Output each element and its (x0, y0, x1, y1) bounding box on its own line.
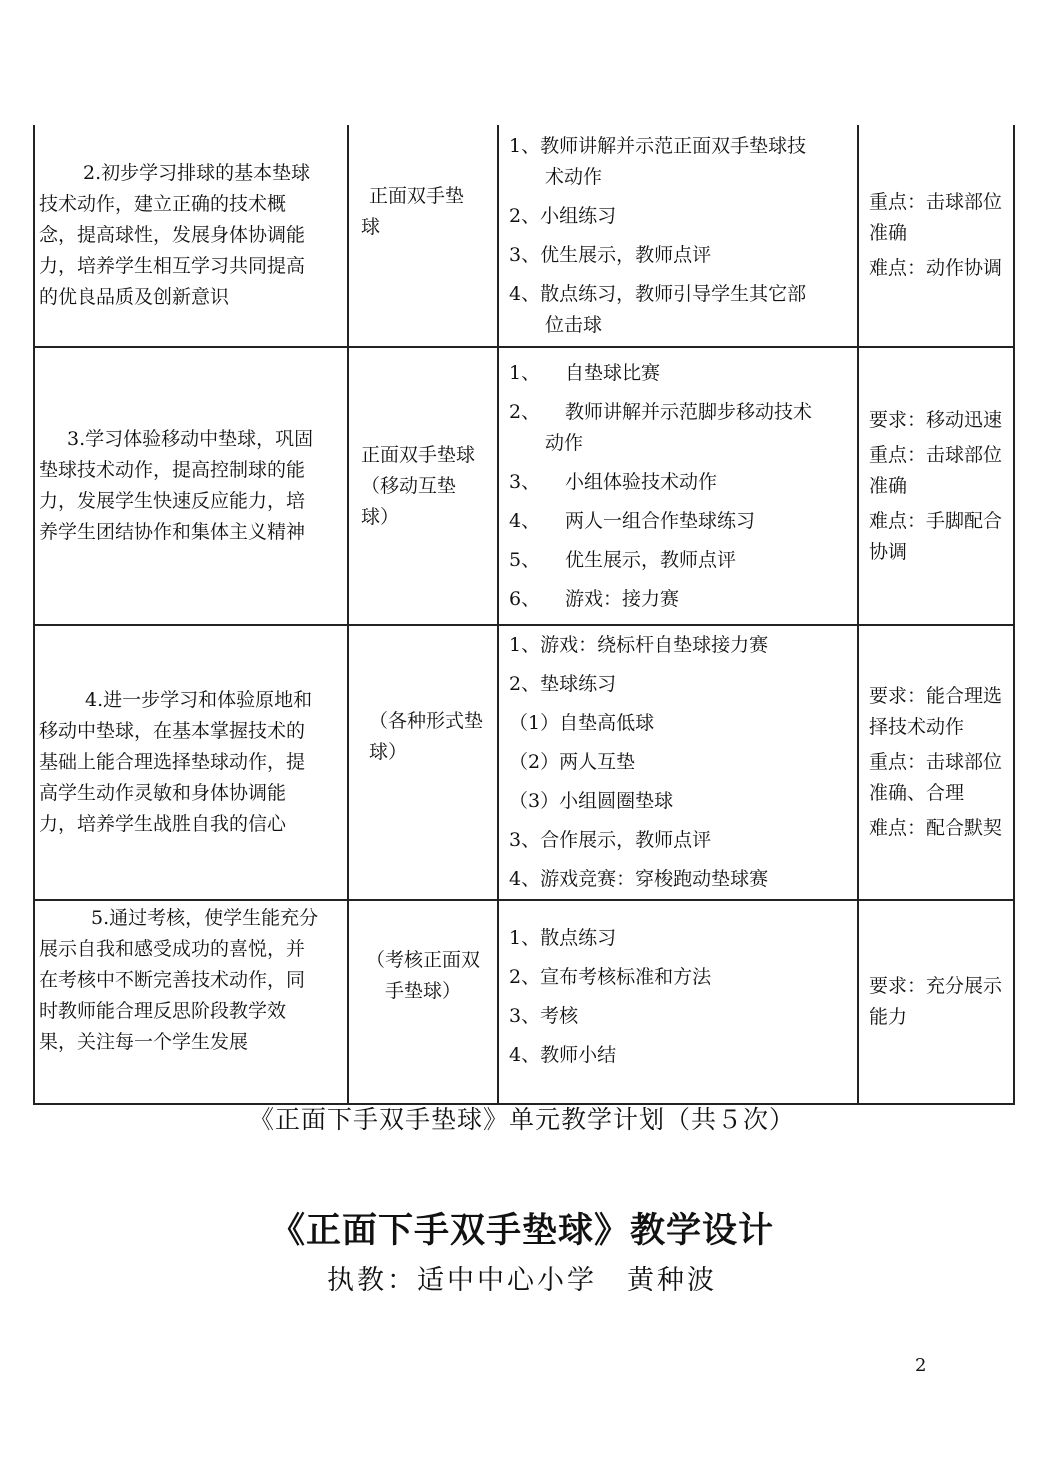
list-item (509, 354, 851, 393)
list-item (509, 275, 851, 345)
table-caption: 《正面下手双手垫球》单元教学计划（共５次） (248, 1105, 795, 1134)
step-text-continued: 位击球 (545, 313, 603, 336)
step-text: 宣布考核标准和方法 (540, 966, 712, 988)
step-text: 游戏：接力赛 (565, 587, 680, 610)
step-number: （2） (509, 751, 560, 773)
goal-text: 移动中垫球，在基本掌握技术的 (39, 720, 306, 742)
table-row (34, 125, 1014, 347)
table-row (34, 625, 1014, 900)
notes-cell (858, 900, 1014, 1104)
step-number: 2、 (509, 400, 541, 423)
step-number: 1、 (509, 927, 541, 949)
goal-text: 展示自我和感受成功的喜悦，并 (39, 938, 306, 960)
notes-cell (858, 125, 1014, 347)
step-text: 合作展示，教师点评 (540, 829, 712, 851)
notes-cell (858, 347, 1014, 625)
note-text: 要求：移动迅速 (869, 408, 1003, 431)
goal-text: 基础上能合理选择垫球动作，提 (39, 751, 306, 773)
step-text: 考核 (540, 1005, 579, 1027)
content-text: 正面双手垫 (369, 185, 465, 207)
note-text: 难点：配合默契 (869, 817, 1003, 839)
step-number: 2、 (509, 966, 541, 988)
step-text: 优生展示，教师点评 (540, 243, 712, 266)
step-number: 1、 (509, 634, 541, 656)
goal-cell (34, 125, 348, 347)
list-item (509, 393, 851, 463)
content-text: 球 (361, 216, 381, 238)
step-number: 4、 (509, 282, 541, 305)
content-text: （各种形式垫 (369, 710, 484, 732)
step-text: 散点练习 (540, 927, 617, 949)
steps-cell (498, 900, 858, 1104)
page-number: 2 (915, 1355, 927, 1376)
note-text: 重点：击球部位准确、合理 (869, 751, 1003, 804)
step-text: 垫球练习 (540, 673, 617, 695)
goal-text: 力，培养学生战胜自我的信心 (39, 813, 287, 835)
step-text: 教师小结 (540, 1044, 617, 1066)
list-item (509, 236, 851, 275)
note-text: 重点：击球部位准确 (869, 443, 1003, 497)
step-number: （3） (509, 790, 560, 812)
content-cell (348, 625, 498, 900)
step-text: 小组圆圈垫球 (559, 790, 674, 812)
step-text: 两人一组合作垫球练习 (565, 509, 756, 532)
content-text: （考核正面双 (365, 949, 480, 971)
step-text-continued: 术动作 (545, 165, 603, 188)
list-item (509, 502, 851, 541)
goal-text: 力，发展学生快速反应能力，培 (39, 490, 306, 512)
step-text: 两人互垫 (559, 751, 636, 773)
goal-text: 在考核中不断完善技术动作，同 (39, 969, 306, 991)
step-number: 2、 (509, 204, 541, 227)
goal-text: 5.通过考核，使学生能充分 (91, 907, 319, 929)
goal-text: 技术动作，建立正确的技术概 (39, 193, 287, 215)
step-number: 6、 (509, 587, 541, 610)
list-item (509, 958, 851, 997)
goal-text: 垫球技术动作，提高控制球的能 (39, 459, 306, 481)
step-text: 教师讲解并示范正面双手垫球技 (540, 134, 807, 157)
table-row (34, 900, 1014, 1104)
steps-cell (498, 125, 858, 347)
note-text: 要求：充分展示能力 (869, 975, 1003, 1028)
goal-text: 高学生动作灵敏和身体协调能 (39, 782, 287, 804)
list-item (509, 127, 851, 197)
content-cell (348, 125, 498, 347)
list-item (509, 541, 851, 580)
teacher-line: 执教：适中中心小学 黄种波 (327, 1265, 717, 1296)
content-text: 球） (361, 505, 400, 528)
step-number: 3、 (509, 470, 541, 493)
content-cell (348, 900, 498, 1104)
note-text: 要求：能合理选择技术动作 (869, 685, 1003, 738)
list-item (509, 1036, 851, 1075)
goal-text: 4.进一步学习和体验原地和 (85, 689, 313, 711)
note-text: 重点：击球部位准确 (869, 191, 1003, 244)
list-item (509, 626, 851, 665)
goal-text: 3.学习体验移动中垫球，巩固 (67, 428, 314, 450)
unit-plan-table (33, 125, 1015, 1105)
list-item (509, 743, 851, 782)
step-number: （1） (509, 712, 560, 734)
list-item (509, 821, 851, 860)
content-text: （移动互垫 (361, 474, 457, 497)
goal-text: 时教师能合理反思阶段教学效 (39, 1000, 287, 1022)
goal-text: 念，提高球性，发展身体协调能 (39, 224, 306, 246)
step-number: 1、 (509, 361, 541, 384)
step-text: 散点练习，教师引导学生其它部 (540, 282, 807, 305)
step-number: 1、 (509, 134, 541, 157)
step-number: 3、 (509, 243, 541, 266)
list-item (509, 580, 851, 619)
goal-cell (34, 347, 348, 625)
step-text: 小组体验技术动作 (565, 470, 718, 493)
list-item (509, 919, 851, 958)
note-text: 难点：动作协调 (869, 257, 1003, 279)
step-text: 自垫高低球 (559, 712, 655, 734)
step-text: 小组练习 (540, 204, 617, 227)
step-number: 4、 (509, 509, 541, 532)
goal-text: 力，培养学生相互学习共同提高 (39, 255, 306, 277)
list-item (509, 860, 851, 899)
step-text: 游戏竞赛：穿梭跑动垫球赛 (540, 868, 769, 890)
step-number: 3、 (509, 1005, 541, 1027)
content-text: 正面双手垫球 (361, 443, 476, 466)
goal-text: 2.初步学习排球的基本垫球 (83, 162, 311, 184)
page-title: 《正面下手双手垫球》教学设计 (269, 1211, 774, 1251)
list-item (509, 997, 851, 1036)
step-text: 教师讲解并示范脚步移动技术 (565, 400, 813, 423)
list-item (509, 782, 851, 821)
goal-text: 果，关注每一个学生发展 (39, 1031, 249, 1053)
notes-cell (858, 625, 1014, 900)
note-text: 难点：手脚配合协调 (869, 509, 1003, 563)
steps-cell (498, 347, 858, 625)
steps-cell (498, 625, 858, 900)
step-number: 2、 (509, 673, 541, 695)
goal-cell (34, 900, 348, 1104)
goal-text: 的优良品质及创新意识 (39, 286, 230, 308)
step-number: 4、 (509, 868, 541, 890)
content-cell (348, 347, 498, 625)
step-text: 优生展示，教师点评 (565, 548, 737, 571)
list-item (509, 197, 851, 236)
list-item (509, 704, 851, 743)
goal-cell (34, 625, 348, 900)
content-text: 手垫球） (384, 980, 461, 1002)
list-item (509, 463, 851, 502)
list-item (509, 665, 851, 704)
step-text: 自垫球比赛 (565, 361, 661, 384)
step-number: 3、 (509, 829, 541, 851)
step-number: 4、 (509, 1044, 541, 1066)
step-text-continued: 动作 (545, 431, 584, 454)
goal-text: 养学生团结协作和集体主义精神 (39, 521, 306, 543)
step-text: 游戏：绕标杆自垫球接力赛 (540, 634, 769, 656)
content-text: 球） (369, 741, 408, 763)
step-number: 5、 (509, 548, 541, 571)
table-row (34, 347, 1014, 625)
